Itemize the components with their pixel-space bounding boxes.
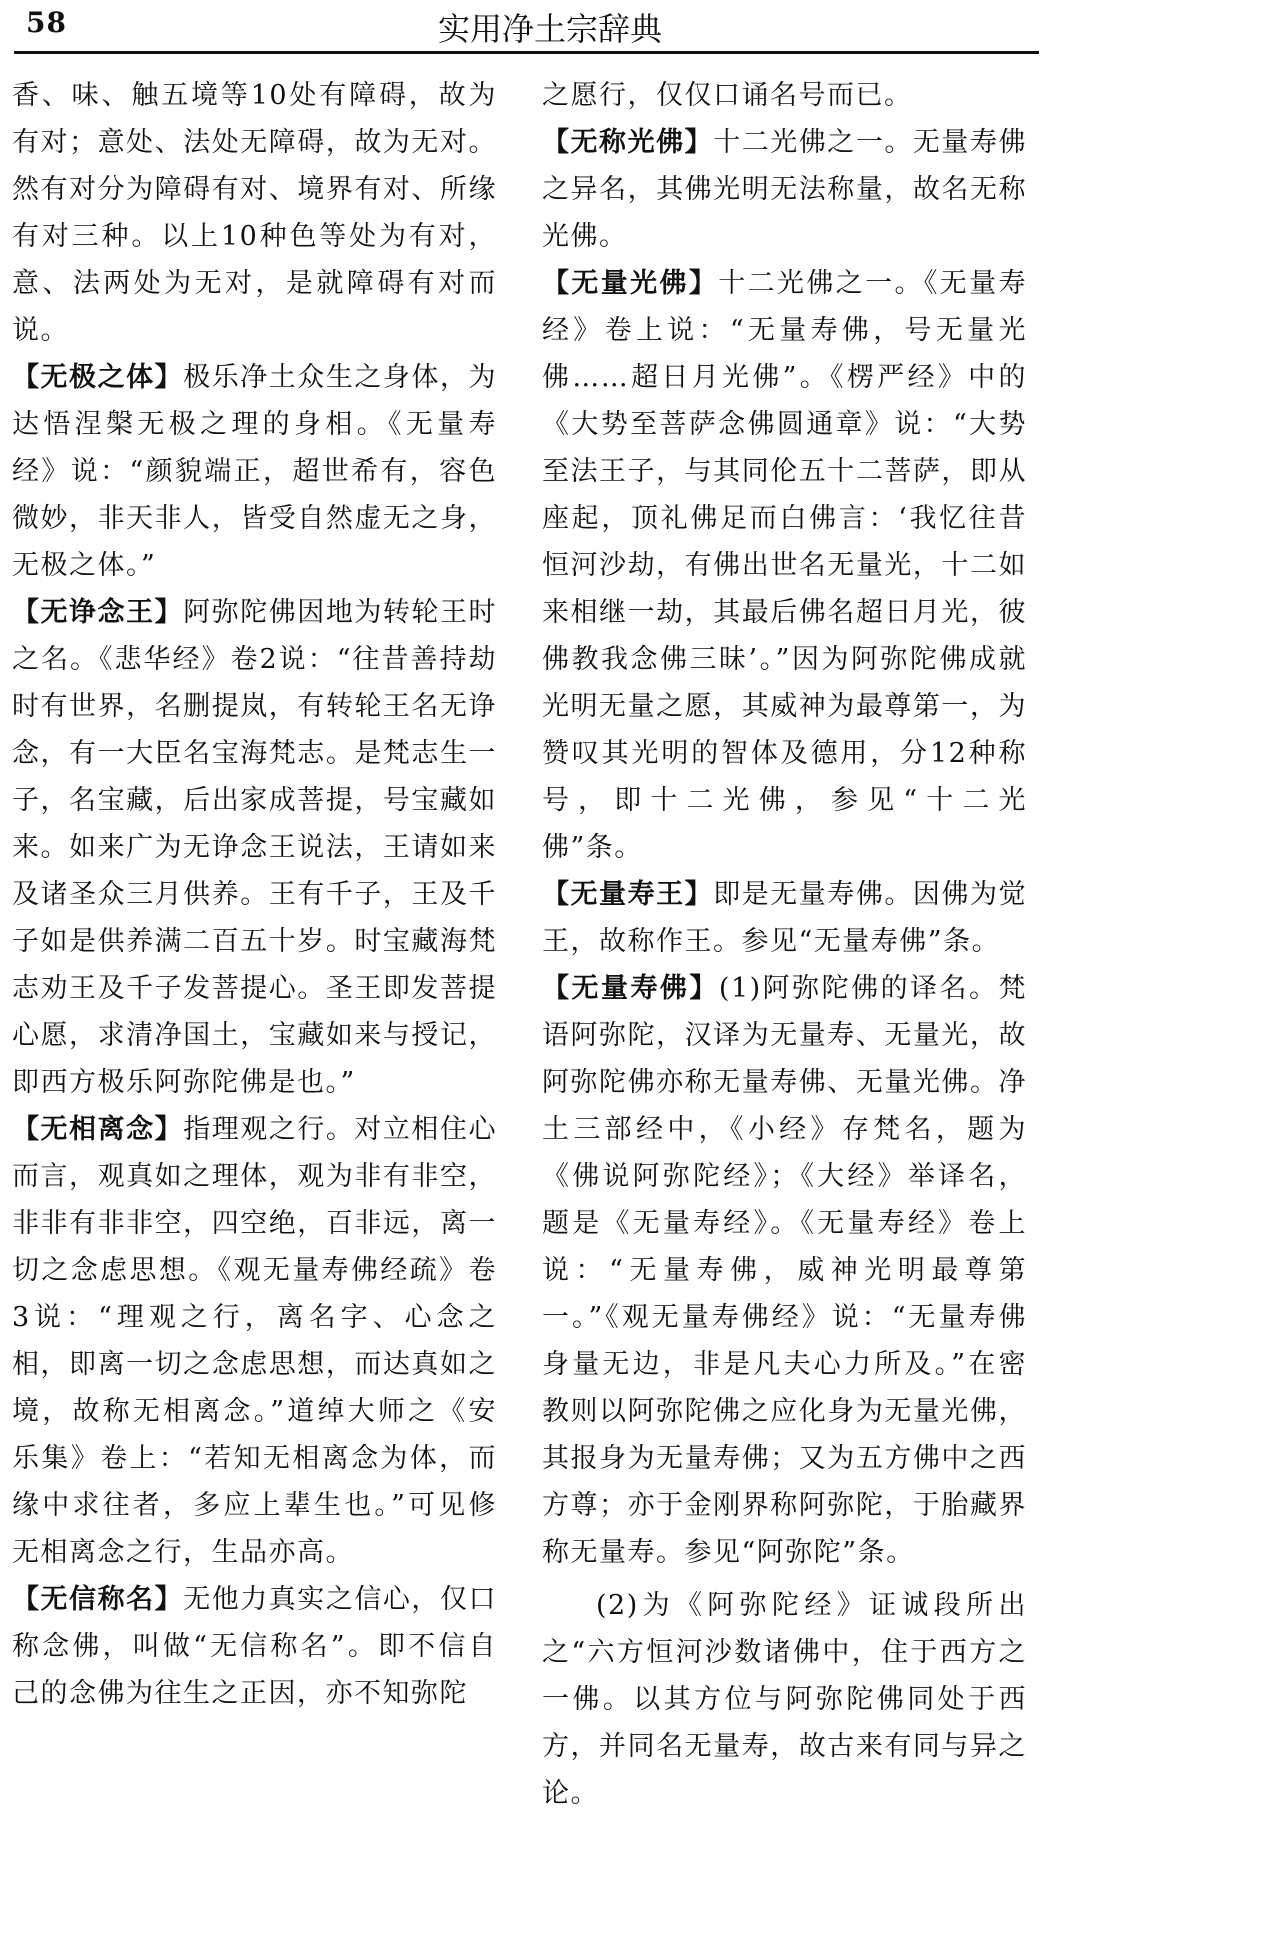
entry-term: 无称光佛 bbox=[570, 127, 685, 158]
close-bracket: 】 bbox=[154, 362, 184, 393]
dictionary-entry bbox=[542, 965, 1027, 1576]
dictionary-entry bbox=[542, 260, 1027, 871]
dictionary-entry bbox=[12, 589, 497, 1106]
entry-definition: (1)阿弥陀佛的译名。梵语阿弥陀，汉译为无量寿、无量光，故阿弥陀佛亦称无量寿佛、无量光佛。净土三部经中，《小经》存梵名，题为《佛说阿弥陀经》；《大经》举译名，题是《无量寿经》。《无量寿经》卷上说：“无量寿佛，威神光明最尊第一。”《观无量寿佛经》说：“无量寿佛身量无边，非是凡夫心力所及。”在密教则以阿弥陀佛之应化身为无量光佛，其报身为无量寿佛；又为五方佛中之西方尊；亦于金刚界称阿弥陀，于胎藏界称无量寿。参见“阿弥陀”条。 bbox=[542, 973, 1028, 1568]
dictionary-entry bbox=[12, 354, 497, 589]
entry-term: 无量寿佛 bbox=[571, 973, 690, 1004]
continued-text: 之愿行，仅仅口诵名号而已。 bbox=[542, 80, 913, 111]
open-bracket: 【 bbox=[542, 973, 572, 1004]
close-bracket: 】 bbox=[154, 597, 184, 628]
open-bracket: 【 bbox=[12, 362, 41, 393]
entry-term: 无相离念 bbox=[40, 1114, 155, 1145]
open-bracket: 【 bbox=[542, 268, 572, 299]
close-bracket: 】 bbox=[684, 127, 714, 158]
entry-term: 无诤念王 bbox=[40, 597, 155, 628]
entry-term: 无量寿王 bbox=[570, 879, 685, 910]
entry-definition: 极乐净土众生之身体，为达悟涅槃无极之理的身相。《无量寿经》说：“颜貌端正，超世希有，容色微妙，非天非人，皆受自然虚无之身，无极之体。” bbox=[12, 362, 497, 581]
dictionary-entry bbox=[12, 1106, 497, 1576]
entry-term: 无极之体 bbox=[40, 362, 155, 393]
page-number: 58 bbox=[26, 6, 67, 39]
entry-definition: 无他力真实之信心，仅口称念佛，叫做“无信称名”。即不信自己的念佛为往生之正因，亦不知弥陀 bbox=[12, 1584, 497, 1709]
close-bracket: 】 bbox=[689, 973, 719, 1004]
close-bracket: 】 bbox=[688, 268, 719, 299]
open-bracket: 【 bbox=[12, 1584, 41, 1615]
entry-definition: 阿弥陀佛因地为转轮王时之名。《悲华经》卷2说：“往昔善持劫时有世界，名删提岚，有转轮王名无诤念，有一大臣名宝海梵志。是梵志生一子，名宝藏，后出家成菩提，号宝藏如来。如来广为无诤念王说法，王请如来及诸圣众三月供养。王有千子，王及千子如是供养满二百五十岁。时宝藏海梵志劝王及千子发菩提心。圣王即发菩提心愿，求清净国土，宝藏如来与授记，即西方极乐阿弥陀佛是也。” bbox=[12, 597, 497, 1098]
page-header bbox=[0, 0, 1279, 52]
dictionary-entry bbox=[12, 1576, 497, 1717]
open-bracket: 【 bbox=[542, 879, 571, 910]
entry-definition: 十二光佛之一。《无量寿经》卷上说：“无量寿佛，号无量光佛……超日月光佛”。《楞严经》中的《大势至菩萨念佛圆通章》说：“大势至法王子，与其同伦五十二菩萨，即从座起，顶礼佛足而白佛言：‘我忆往昔恒河沙劫，有佛出世名无量光，十二如来相继一劫，其最后佛名超日月光，彼佛教我念佛三昧’。”因为阿弥陀佛成就光明无量之愿，其威神为最尊第一，为赞叹其光明的智体及德用，分12种称号，即十二光佛，参见“十二光佛”条。 bbox=[542, 268, 1027, 863]
entry-definition: 指理观之行。对立相住心而言，观真如之理体，观为非有非空，非非有非非空，四空绝，百非远，离一切之念虑思想。《观无量寿佛经疏》卷3说：“理观之行，离名字、心念之相，即离一切之念虑思想，而达真如之境，故称无相离念。”道绰大师之《安乐集》卷上：“若知无相离念为体，而缘中求往者，多应上辈生也。”可见修无相离念之行，生品亦高。 bbox=[12, 1114, 497, 1568]
close-bracket: 】 bbox=[154, 1584, 184, 1615]
dictionary-entry bbox=[542, 871, 1027, 965]
entry-second-paragraph: (2)为《阿弥陀经》证诚段所出之“六方恒河沙数诸佛中，住于西方之一佛。以其方位与阿弥陀佛同处于西方，并同名无量寿，故古来有同与异之论。 bbox=[542, 1590, 1027, 1809]
continued-text: 香、味、触五境等10处有障碍，故为有对；意处、法处无障碍，故为无对。然有对分为障碍有对、境界有对、所缘有对三种。以上10种色等处为有对，意、法两处为无对，是就障碍有对而说。 bbox=[12, 80, 497, 346]
open-bracket: 【 bbox=[12, 597, 41, 628]
right-column bbox=[542, 72, 1027, 1817]
entry-definition: 十二光佛之一。无量寿佛之异名，其佛光明无法称量，故名无称光佛。 bbox=[542, 127, 1027, 252]
book-title: 实用净土宗辞典 bbox=[437, 10, 662, 48]
close-bracket: 】 bbox=[154, 1114, 184, 1145]
header-rule bbox=[14, 51, 1039, 54]
left-column bbox=[12, 72, 497, 1717]
close-bracket: 】 bbox=[684, 879, 714, 910]
dictionary-entry bbox=[542, 119, 1027, 260]
entry-definition: 即是无量寿佛。因佛为觉王，故称作王。参见“无量寿佛”条。 bbox=[542, 879, 1027, 957]
entry-term: 无量光佛 bbox=[571, 268, 689, 299]
open-bracket: 【 bbox=[542, 127, 571, 158]
open-bracket: 【 bbox=[12, 1114, 41, 1145]
entry-term: 无信称名 bbox=[40, 1584, 155, 1615]
